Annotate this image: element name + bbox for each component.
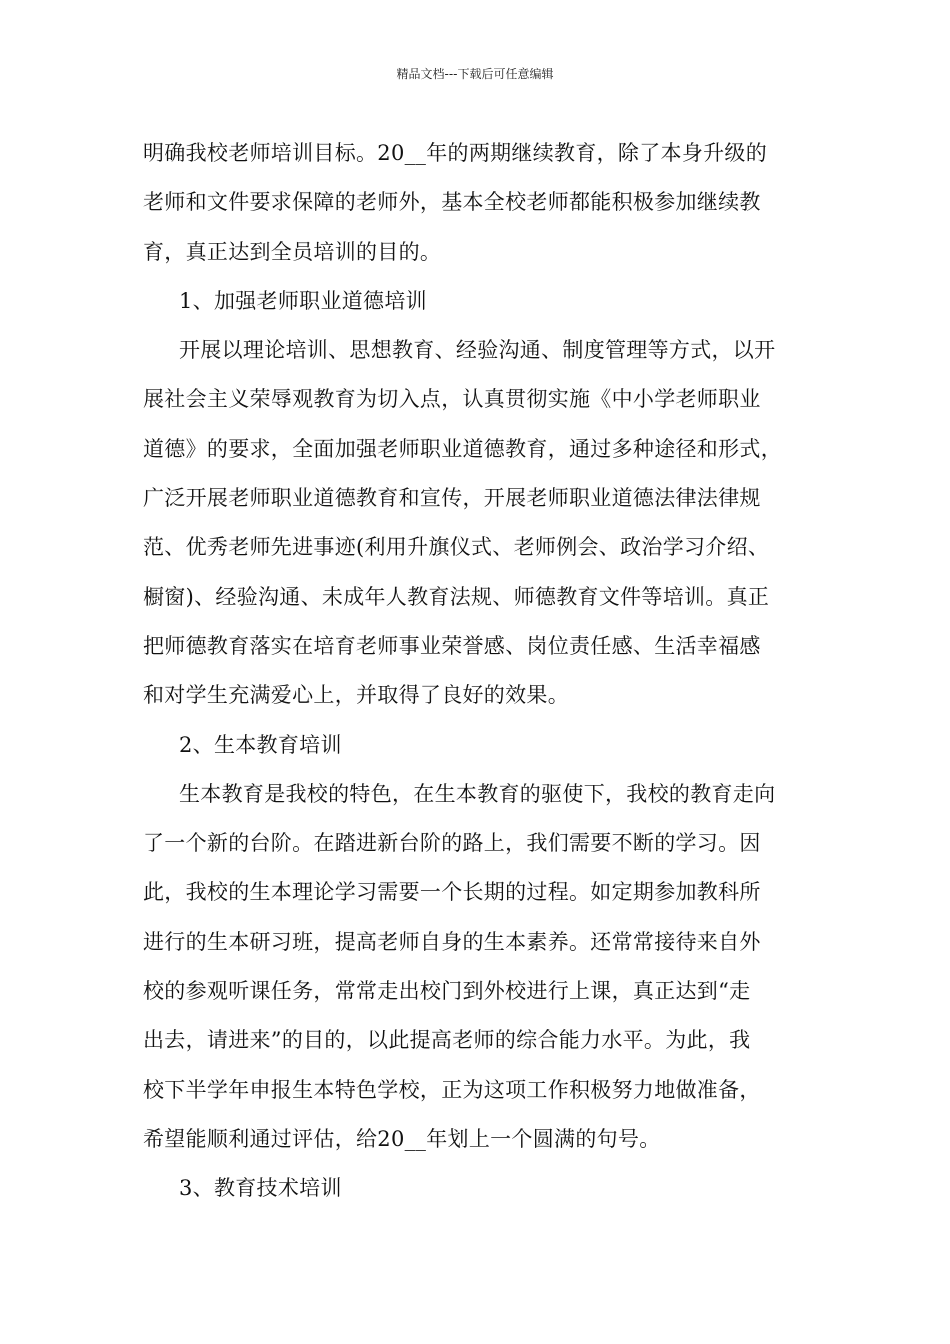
body-line: 进行的生本研习班，提高老师自身的生本素养。还常常接待来自外: [143, 929, 761, 954]
section-heading: 3、教育技术培训: [179, 1176, 342, 1201]
body-line: 展社会主义荣辱观教育为切入点，认真贯彻实施《中小学老师职业: [143, 387, 761, 412]
body-line: 把师德教育落实在培育老师事业荣誉感、岗位责任感、生活幸福感: [143, 633, 761, 658]
document-body: [143, 133, 823, 1218]
body-line: 开展以理论培训、思想教育、经验沟通、制度管理等方式，以开: [179, 338, 776, 363]
body-line: 橱窗)、经验沟通、未成年人教育法规、师德教育文件等培训。真正: [143, 584, 770, 609]
body-line: 明确我校老师培训目标。20__年的两期继续教育，除了本身升级的: [143, 141, 768, 165]
body-line: 范、优秀老师先进事迹(利用升旗仪式、老师例会、政治学习介绍、: [143, 535, 770, 560]
body-line: 此，我校的生本理论学习需要一个长期的过程。如定期参加教科所: [143, 880, 761, 905]
body-line: 出去，请进来”的目的，以此提高老师的综合能力水平。为此，我: [143, 1028, 751, 1053]
page-header: 精品文档---下载后可任意编辑: [396, 67, 554, 81]
body-line: 道德》的要求，全面加强老师职业道德教育，通过多种途径和形式，: [143, 436, 782, 461]
body-line: 希望能顺利通过评估，给20__年划上一个圆满的句号。: [143, 1126, 661, 1151]
body-line: 广泛开展老师职业道德教育和宣传，开展老师职业道德法律法律规: [143, 486, 761, 511]
body-line: 育，真正达到全员培训的目的。: [143, 239, 442, 264]
body-line: 校下半学年申报生本特色学校，正为这项工作积极努力地做准备，: [143, 1077, 761, 1102]
section-heading: 2、生本教育培训: [179, 732, 342, 757]
body-line: 和对学生充满爱心上，并取得了良好的效果。: [143, 683, 569, 708]
body-line: 校的参观听课任务，常常走出校门到外校进行上课，真正达到“走: [143, 979, 751, 1004]
section-heading: 1、加强老师职业道德培训: [179, 288, 427, 313]
body-line: 老师和文件要求保障的老师外，基本全校老师都能积极参加继续教: [143, 190, 761, 215]
body-line: 了一个新的台阶。在踏进新台阶的路上，我们需要不断的学习。因: [143, 831, 761, 856]
body-line: 生本教育是我校的特色，在生本教育的驱使下，我校的教育走向: [179, 781, 776, 806]
